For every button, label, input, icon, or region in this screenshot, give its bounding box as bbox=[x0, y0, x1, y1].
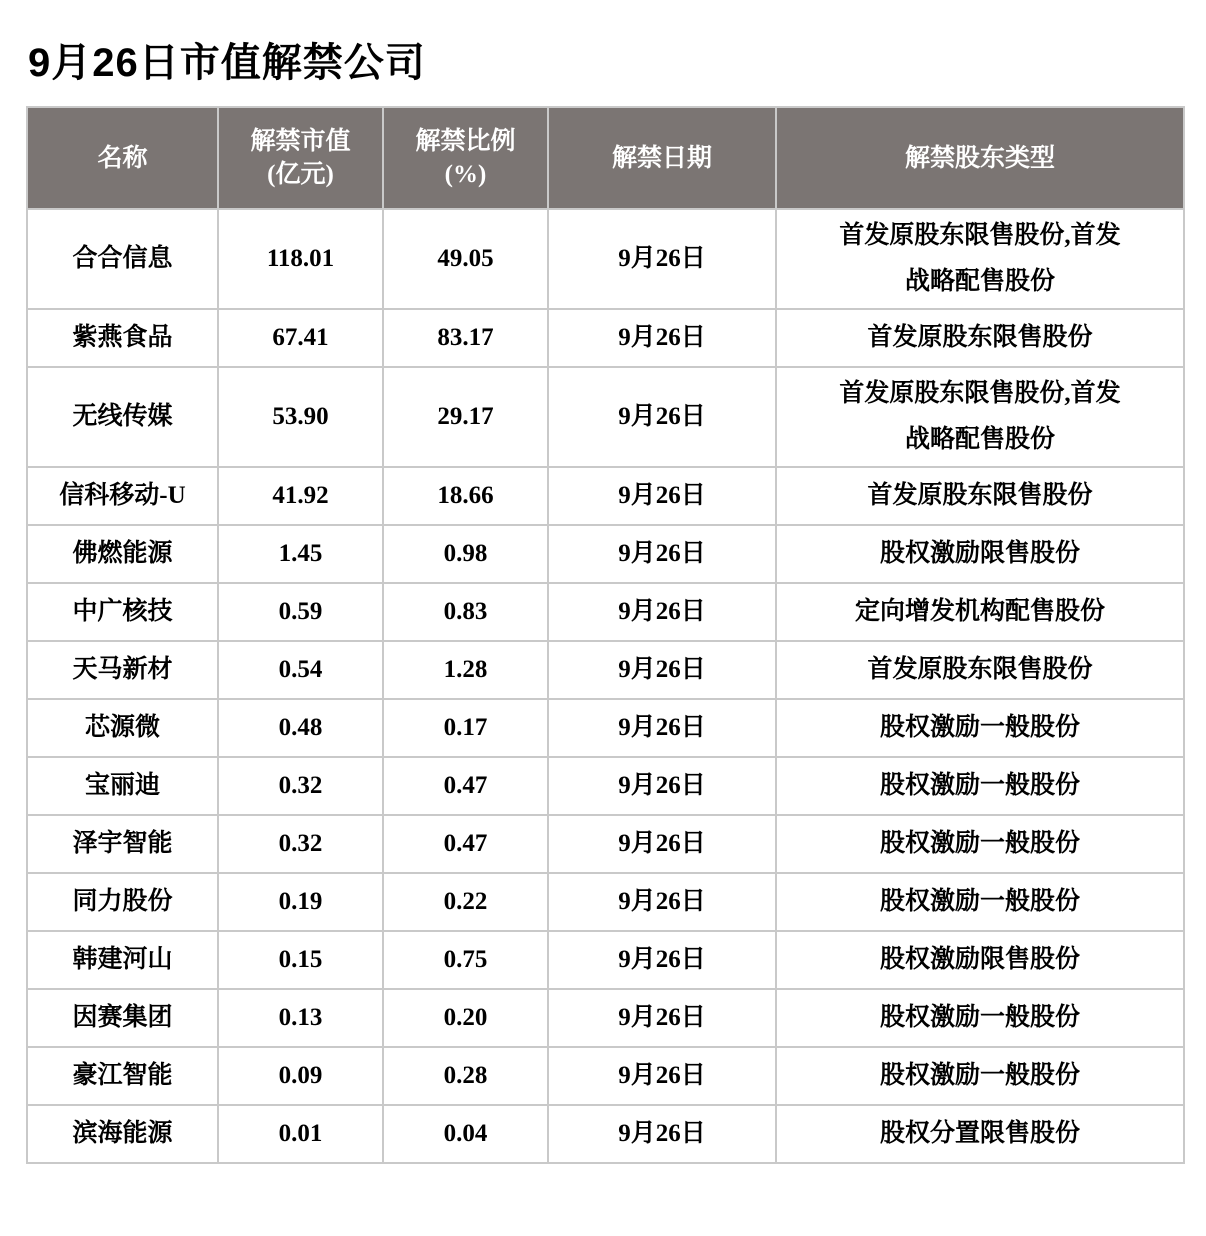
cell-value: 41.92 bbox=[218, 467, 383, 525]
cell-name: 中广核技 bbox=[27, 583, 218, 641]
cell-ratio: 0.75 bbox=[383, 931, 548, 989]
column-header-date-line1: 解禁日期 bbox=[611, 144, 712, 172]
cell-type: 股权激励限售股份 bbox=[776, 525, 1184, 583]
cell-date: 9月26日 bbox=[548, 699, 776, 757]
cell-date: 9月26日 bbox=[548, 873, 776, 931]
table-body bbox=[27, 209, 1184, 1163]
column-header-ratio bbox=[383, 107, 548, 209]
column-header-date bbox=[548, 107, 776, 209]
cell-date: 9月26日 bbox=[548, 641, 776, 699]
cell-ratio: 18.66 bbox=[383, 467, 548, 525]
column-header-name-line1: 名称 bbox=[97, 144, 148, 172]
cell-ratio: 1.28 bbox=[383, 641, 548, 699]
cell-name: 佛燃能源 bbox=[27, 525, 218, 583]
cell-value: 0.48 bbox=[218, 699, 383, 757]
table-row bbox=[27, 815, 1184, 873]
cell-type-line2: 战略配售股份 bbox=[904, 426, 1055, 453]
column-header-value-line1: 解禁市值 bbox=[250, 128, 351, 155]
cell-date: 9月26日 bbox=[548, 1047, 776, 1105]
cell-ratio: 0.83 bbox=[383, 583, 548, 641]
cell-value: 0.54 bbox=[218, 641, 383, 699]
cell-type: 股权激励一般股份 bbox=[776, 815, 1184, 873]
cell-date: 9月26日 bbox=[548, 583, 776, 641]
cell-name: 宝丽迪 bbox=[27, 757, 218, 815]
cell-name: 合合信息 bbox=[27, 209, 218, 309]
cell-date: 9月26日 bbox=[548, 467, 776, 525]
cell-type: 股权激励一般股份 bbox=[776, 1047, 1184, 1105]
cell-value: 53.90 bbox=[218, 367, 383, 467]
cell-value: 0.32 bbox=[218, 757, 383, 815]
cell-type: 股权激励一般股份 bbox=[776, 873, 1184, 931]
cell-date: 9月26日 bbox=[548, 757, 776, 815]
column-header-type-line1: 解禁股东类型 bbox=[904, 144, 1055, 172]
column-header-value-line2: (亿元) bbox=[267, 161, 334, 188]
column-header-ratio-line2: (%) bbox=[444, 161, 487, 188]
cell-type: 股权激励限售股份 bbox=[776, 931, 1184, 989]
cell-ratio: 0.20 bbox=[383, 989, 548, 1047]
cell-ratio: 0.47 bbox=[383, 815, 548, 873]
cell-type-line1: 首发原股东限售股份,首发 bbox=[839, 380, 1121, 407]
cell-type: 首发原股东限售股份 bbox=[776, 467, 1184, 525]
table-row bbox=[27, 467, 1184, 525]
table-row bbox=[27, 367, 1184, 467]
table-row bbox=[27, 309, 1184, 367]
cell-value: 0.09 bbox=[218, 1047, 383, 1105]
cell-type bbox=[776, 209, 1184, 309]
cell-ratio: 0.28 bbox=[383, 1047, 548, 1105]
page-title: 9月26日市值解禁公司 bbox=[28, 41, 426, 85]
cell-value: 0.59 bbox=[218, 583, 383, 641]
cell-value: 0.13 bbox=[218, 989, 383, 1047]
cell-type-line2: 战略配售股份 bbox=[904, 268, 1055, 295]
cell-ratio: 0.98 bbox=[383, 525, 548, 583]
cell-value: 1.45 bbox=[218, 525, 383, 583]
cell-date: 9月26日 bbox=[548, 309, 776, 367]
table-row bbox=[27, 989, 1184, 1047]
cell-date: 9月26日 bbox=[548, 367, 776, 467]
cell-type: 定向增发机构配售股份 bbox=[776, 583, 1184, 641]
cell-name: 滨海能源 bbox=[27, 1105, 218, 1163]
cell-type-line1: 首发原股东限售股份,首发 bbox=[839, 222, 1121, 249]
cell-date: 9月26日 bbox=[548, 989, 776, 1047]
table-row bbox=[27, 583, 1184, 641]
table-header bbox=[27, 107, 1184, 209]
cell-value: 67.41 bbox=[218, 309, 383, 367]
table-row bbox=[27, 209, 1184, 309]
cell-type: 首发原股东限售股份 bbox=[776, 309, 1184, 367]
table-row bbox=[27, 1047, 1184, 1105]
table-row bbox=[27, 699, 1184, 757]
column-header-name bbox=[27, 107, 218, 209]
cell-type: 股权激励一般股份 bbox=[776, 699, 1184, 757]
cell-ratio: 0.04 bbox=[383, 1105, 548, 1163]
cell-ratio: 49.05 bbox=[383, 209, 548, 309]
cell-value: 0.32 bbox=[218, 815, 383, 873]
column-header-type bbox=[776, 107, 1184, 209]
table-row bbox=[27, 931, 1184, 989]
cell-type: 股权分置限售股份 bbox=[776, 1105, 1184, 1163]
cell-date: 9月26日 bbox=[548, 1105, 776, 1163]
column-header-value bbox=[218, 107, 383, 209]
cell-date: 9月26日 bbox=[548, 815, 776, 873]
cell-ratio: 83.17 bbox=[383, 309, 548, 367]
cell-name: 同力股份 bbox=[27, 873, 218, 931]
table-header-row bbox=[27, 107, 1184, 209]
cell-value: 0.15 bbox=[218, 931, 383, 989]
cell-name: 紫燕食品 bbox=[27, 309, 218, 367]
cell-type: 股权激励一般股份 bbox=[776, 757, 1184, 815]
cell-date: 9月26日 bbox=[548, 525, 776, 583]
cell-value: 0.01 bbox=[218, 1105, 383, 1163]
table-row bbox=[27, 1105, 1184, 1163]
cell-value: 118.01 bbox=[218, 209, 383, 309]
cell-name: 因赛集团 bbox=[27, 989, 218, 1047]
cell-date: 9月26日 bbox=[548, 209, 776, 309]
cell-ratio: 0.17 bbox=[383, 699, 548, 757]
unlock-companies-table bbox=[26, 106, 1185, 1164]
cell-name: 无线传媒 bbox=[27, 367, 218, 467]
table-row bbox=[27, 525, 1184, 583]
cell-date: 9月26日 bbox=[548, 931, 776, 989]
cell-ratio: 29.17 bbox=[383, 367, 548, 467]
column-header-ratio-line1: 解禁比例 bbox=[415, 128, 516, 155]
cell-name: 天马新材 bbox=[27, 641, 218, 699]
cell-type: 股权激励一般股份 bbox=[776, 989, 1184, 1047]
cell-type: 首发原股东限售股份 bbox=[776, 641, 1184, 699]
cell-type bbox=[776, 367, 1184, 467]
cell-ratio: 0.22 bbox=[383, 873, 548, 931]
cell-ratio: 0.47 bbox=[383, 757, 548, 815]
table-row bbox=[27, 641, 1184, 699]
table-row bbox=[27, 757, 1184, 815]
cell-name: 泽宇智能 bbox=[27, 815, 218, 873]
cell-name: 韩建河山 bbox=[27, 931, 218, 989]
table-row bbox=[27, 873, 1184, 931]
cell-name: 信科移动-U bbox=[27, 467, 218, 525]
cell-value: 0.19 bbox=[218, 873, 383, 931]
cell-name: 豪江智能 bbox=[27, 1047, 218, 1105]
cell-name: 芯源微 bbox=[27, 699, 218, 757]
